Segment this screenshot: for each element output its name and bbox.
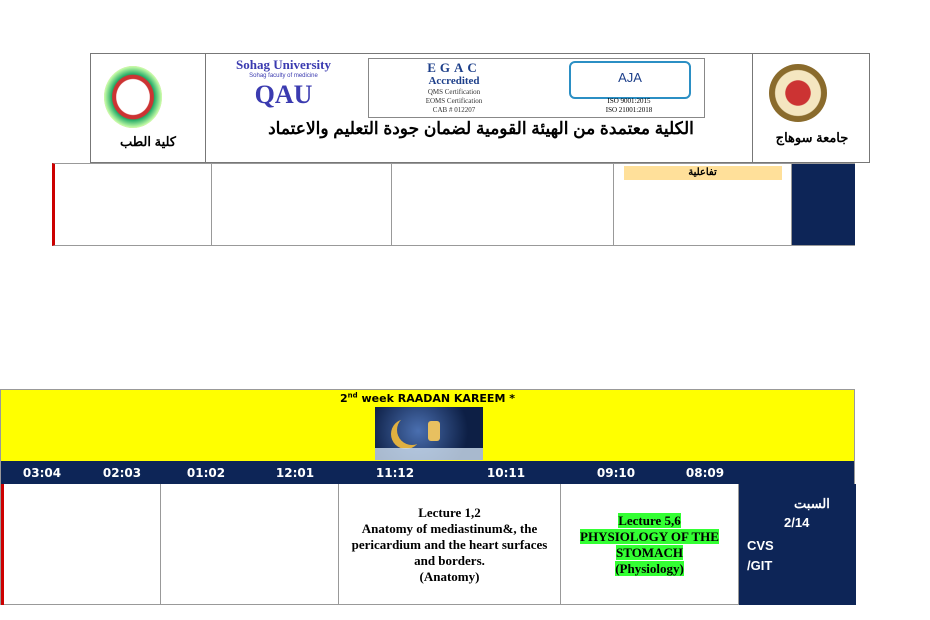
saturday-row [1,484,854,605]
day-cell [739,484,856,605]
schedule-table [0,389,855,605]
qau-text: QAU [254,80,313,109]
egac-text: EGAC [427,60,481,75]
time-slot: 03:04 [22,465,62,480]
university-label: جامعة سوهاج [775,130,849,145]
empty-cell [212,164,392,245]
eoms-text: EOMS Certification [425,97,483,105]
header-banner [90,53,870,163]
module-label: CVS /GIT [747,538,774,573]
week-title: 2nd week RAADAN KAREEM * [340,391,515,405]
university-logo-cell [753,54,871,162]
certification-logos [368,58,705,118]
time-slot: 10:11 [486,465,526,480]
university-name: Sohag University [236,57,331,72]
ramadan-crescent-image [375,407,483,460]
tag-cell [614,164,792,245]
qms-text: QMS Certification [427,88,481,96]
time-header-row [1,461,854,484]
empty-cell [55,164,212,245]
accreditation-cell [206,54,753,162]
qau-logo [221,57,346,110]
accredited-text: Accredited [428,75,480,87]
empty-cell [392,164,614,245]
week-banner [1,390,854,461]
iso-9001: ISO 9001:2015 [607,97,651,105]
day-name: السبت [794,496,830,511]
lecture-anatomy: Lecture 1,2 Anatomy of mediastinum&, the pericardium and the heart surfaces and borders. (Anatomy) [339,484,561,605]
faculty-logo [104,66,162,128]
empty-cell [4,484,161,605]
time-slot: 01:02 [186,465,226,480]
time-slot: 09:10 [596,465,636,480]
accreditation-title: الكلية معتمدة من الهيئة القومية لضمان جودة التعليم والاعتماد [268,119,694,138]
iso-21001: ISO 21001:2018 [605,106,653,114]
time-slot: 02:03 [102,465,142,480]
upper-schedule-row [52,163,855,246]
faculty-name: Sohag faculty of medicine [249,73,318,79]
upper-day-cell [792,164,855,245]
lecture-physiology: Lecture 5,6 PHYSIOLOGY OF THE STOMACH (Physiology) [561,484,739,605]
time-slot: 08:09 [685,465,725,480]
faculty-label: كلية الطب [120,134,176,149]
empty-cell [161,484,339,605]
time-slot: 11:12 [375,465,415,480]
day-date: 2/14 [784,515,810,530]
aja-logo: AJA [569,61,691,99]
time-slot: 12:01 [275,465,315,480]
cab-text: CAB # 012207 [432,106,476,114]
interactive-tag: تفاعلية [624,166,782,180]
faculty-logo-cell [91,54,206,162]
university-logo [769,64,827,122]
